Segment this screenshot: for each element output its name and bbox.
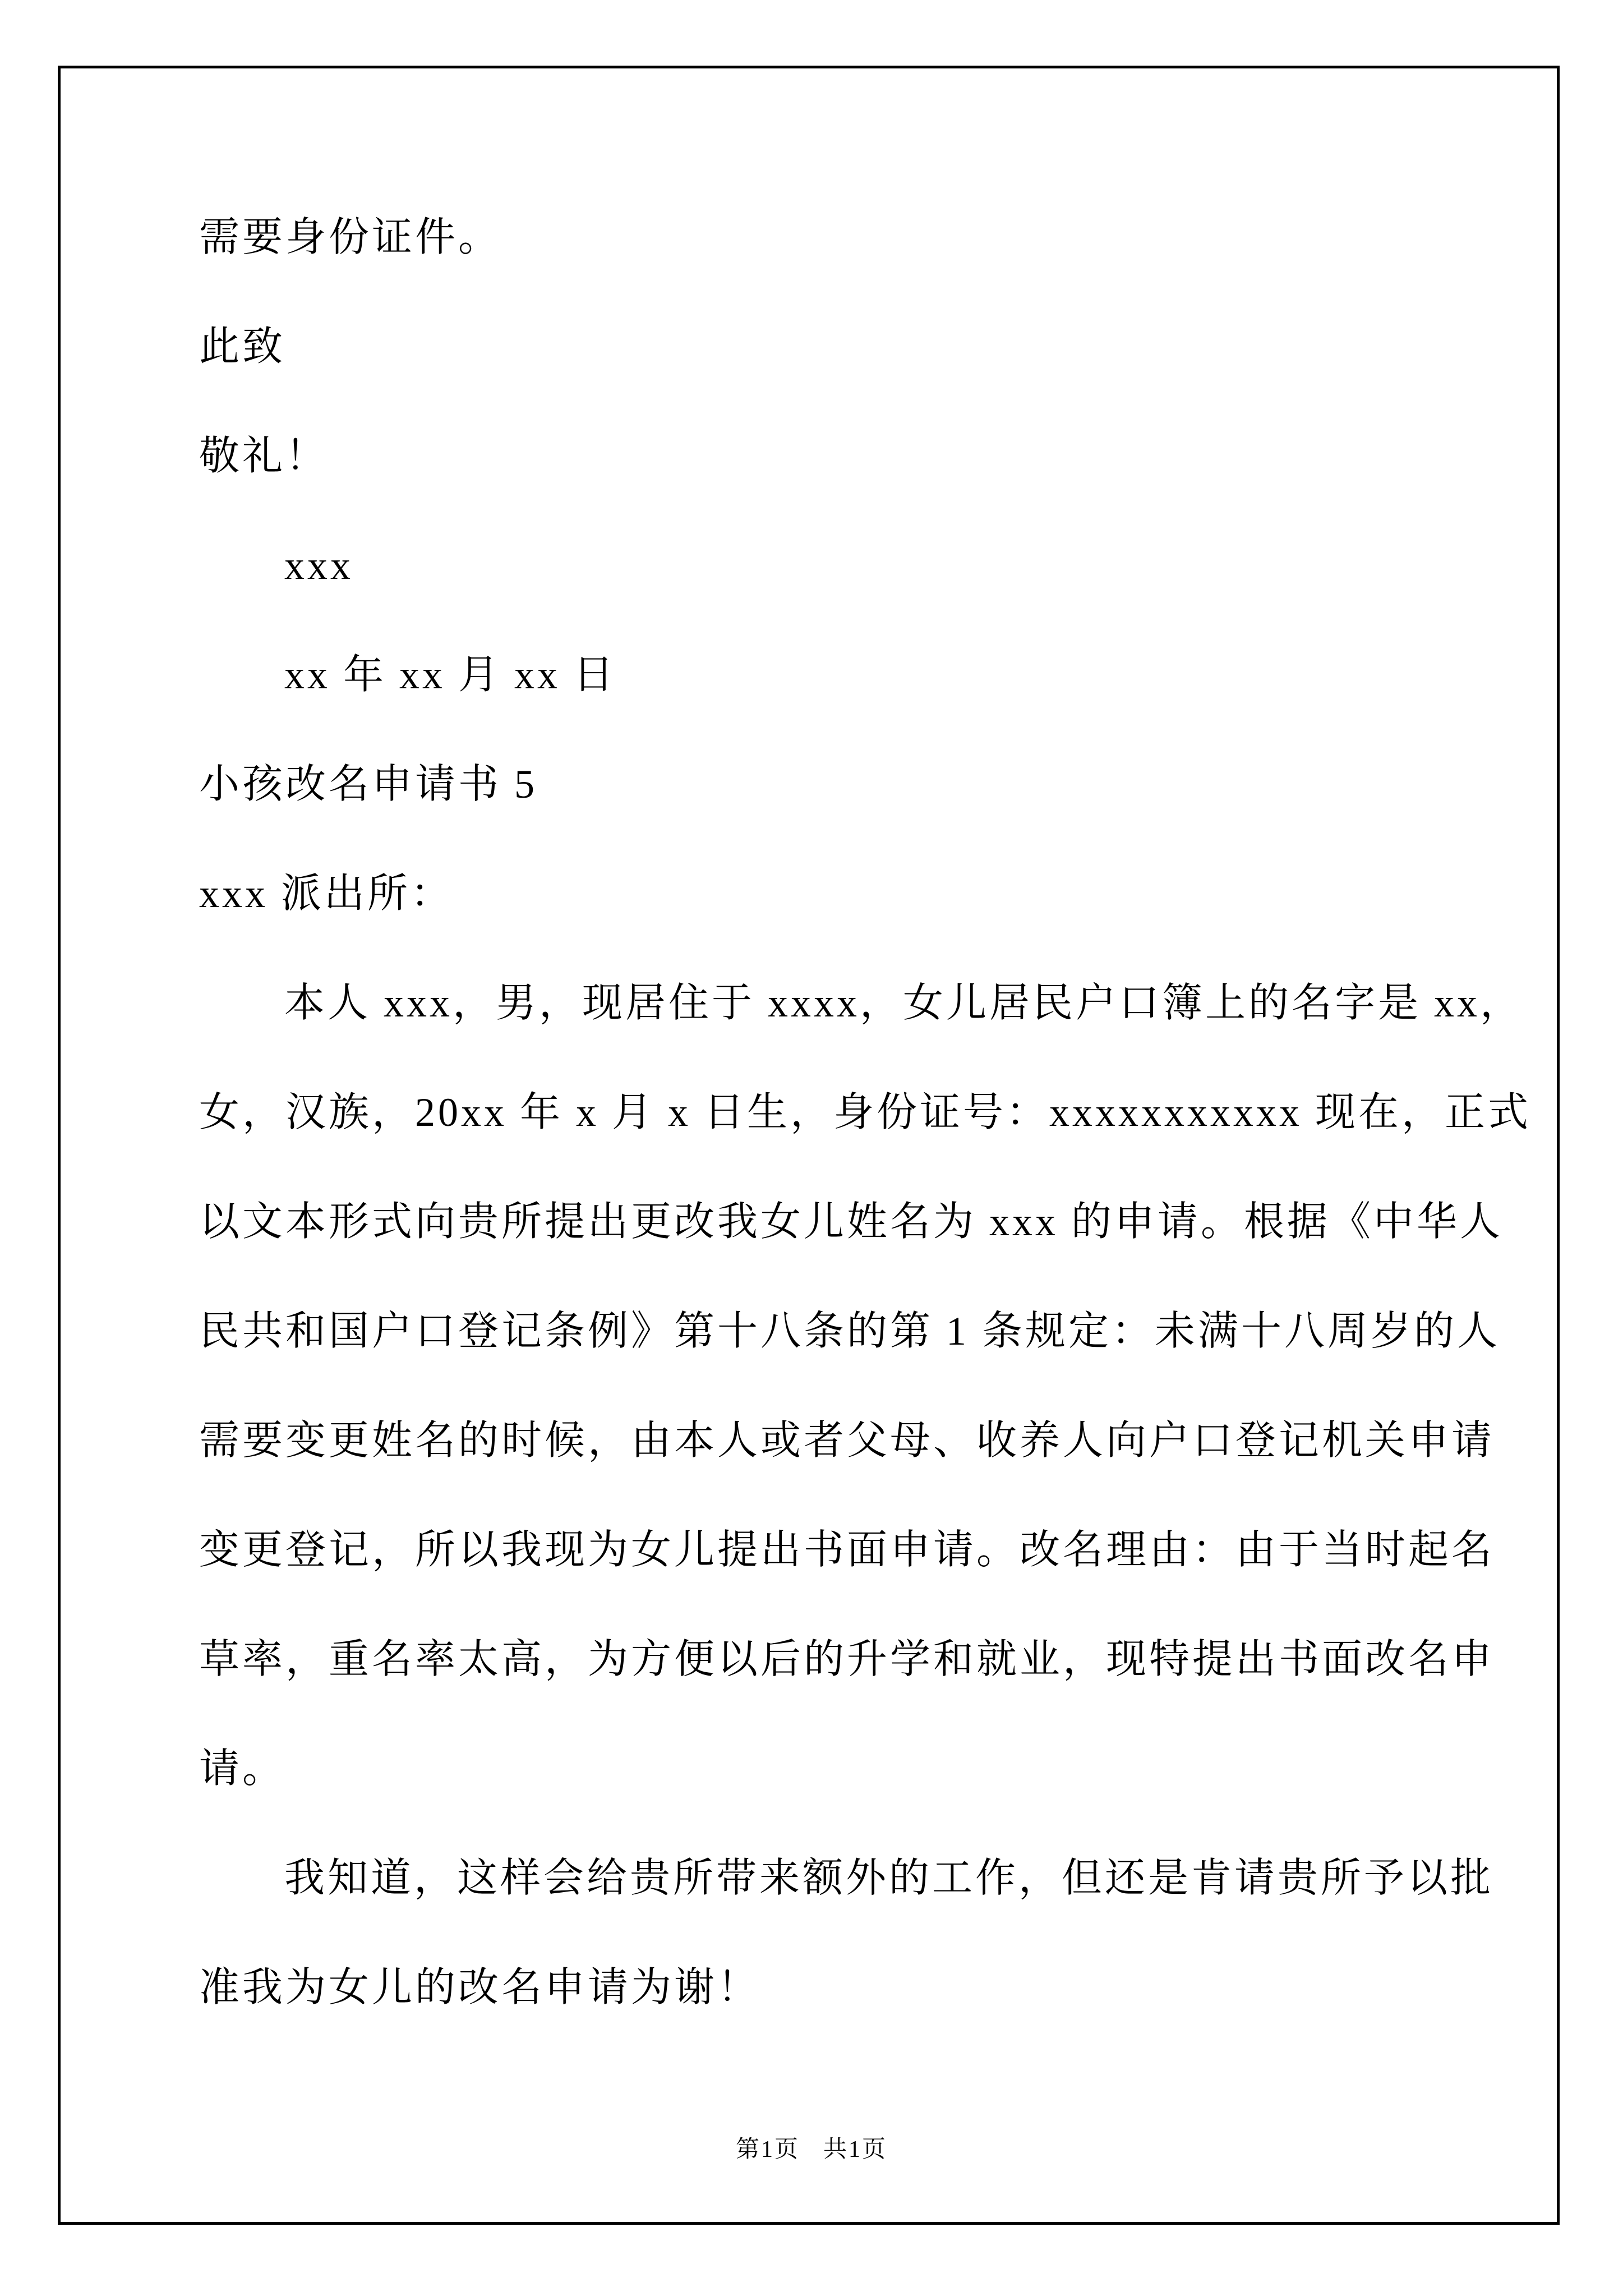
section-title: 小孩改名申请书 5 xyxy=(199,762,538,807)
text-line: 草率，重名率太高，为方便以后的升学和就业，现特提出书面改名申 xyxy=(199,1637,1495,1682)
paragraph-first-line: 本人 xxx，男，现居住于 xxxx，女儿居民户口簿上的名字是 xx， xyxy=(284,981,1524,1025)
page-footer xyxy=(0,2131,1623,2164)
text-line: 敬礼！ xyxy=(199,434,329,478)
text-line: 变更登记，所以我现为女儿提出书面申请。改名理由：由于当时起名 xyxy=(199,1527,1495,1572)
text-line: 此致 xyxy=(199,324,286,369)
text-line: 需要身份证件。 xyxy=(199,215,502,260)
text-line: 以文本形式向贵所提出更改我女儿姓名为 xxx 的申请。根据《中华人 xyxy=(199,1199,1504,1244)
document-body xyxy=(199,183,1532,2042)
page-total-label: 共1页 xyxy=(823,2137,888,2162)
page-number-label: 第1页 xyxy=(735,2137,800,2162)
text-line: 需要变更姓名的时候，由本人或者父母、收养人向户口登记机关申请 xyxy=(199,1418,1495,1463)
text-line: 女，汉族，20xx 年 x 月 x 日生，身份证号：xxxxxxxxxxx 现在，正式 xyxy=(199,1090,1532,1135)
signature-line: xxx xyxy=(284,543,353,588)
text-line: 准我为女儿的改名申请为谢！ xyxy=(199,1965,761,2010)
paragraph-first-line: 我知道，这样会给贵所带来额外的工作，但还是肯请贵所予以批 xyxy=(284,1856,1494,1901)
text-line: 请。 xyxy=(199,1746,286,1791)
date-line: xx 年 xx 月 xx 日 xyxy=(284,652,617,697)
salutation-line: xxx 派出所： xyxy=(199,871,454,916)
text-line: 民共和国户口登记条例》第十八条的第 1 条规定：未满十八周岁的人 xyxy=(199,1309,1501,1354)
